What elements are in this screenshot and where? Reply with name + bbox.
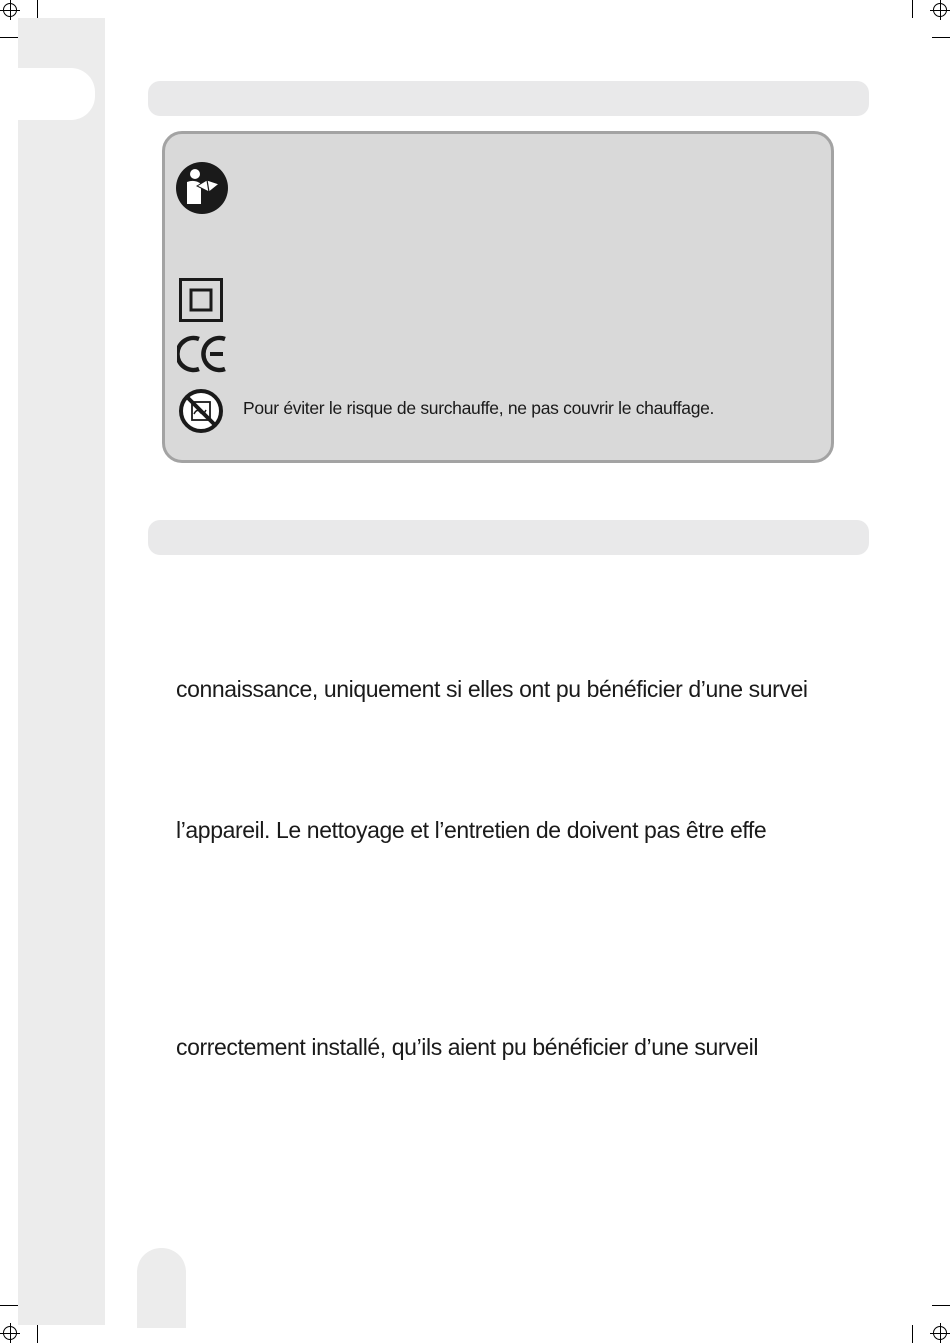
registration-mark-icon (933, 1326, 947, 1340)
side-strip (18, 18, 105, 1325)
crop-mark-bottom-left-v (37, 1325, 38, 1343)
crop-mark-bottom-right-h (932, 1305, 950, 1306)
crop-mark-top-right-h (932, 37, 950, 38)
body-text-line-3: correctement installé, qu’ils aient pu bénéficier d’une surveil (176, 1034, 759, 1060)
do-not-cover-warning-text: Pour éviter le risque de surchauffe, ne pas couvrir le chauffage. (243, 398, 715, 418)
section-header-bar-symbols (148, 81, 869, 116)
crop-mark-top-left-v (37, 0, 38, 18)
registration-mark-icon (3, 3, 17, 17)
read-manual-icon (175, 161, 229, 215)
registration-mark-icon (933, 3, 947, 17)
registration-mark-icon (3, 1326, 17, 1340)
side-page-tab (18, 68, 95, 120)
section-header-bar-safety (148, 520, 869, 555)
crop-mark-top-right-v (912, 0, 913, 18)
body-text-line-2: l’appareil. Le nettoyage et l’entretien de doivent pas être effe (176, 817, 767, 843)
double-insulation-icon (179, 278, 223, 322)
crop-mark-top-left-h (0, 37, 18, 38)
crop-mark-bottom-right-v (912, 1325, 913, 1343)
do-not-cover-icon (178, 388, 224, 434)
body-text-line-1: connaissance, uniquement si elles ont pu bénéficier d’une survei (176, 676, 808, 702)
page-number-tab (137, 1248, 186, 1328)
crop-mark-bottom-left-h (0, 1305, 18, 1306)
ce-mark-icon (177, 334, 229, 374)
